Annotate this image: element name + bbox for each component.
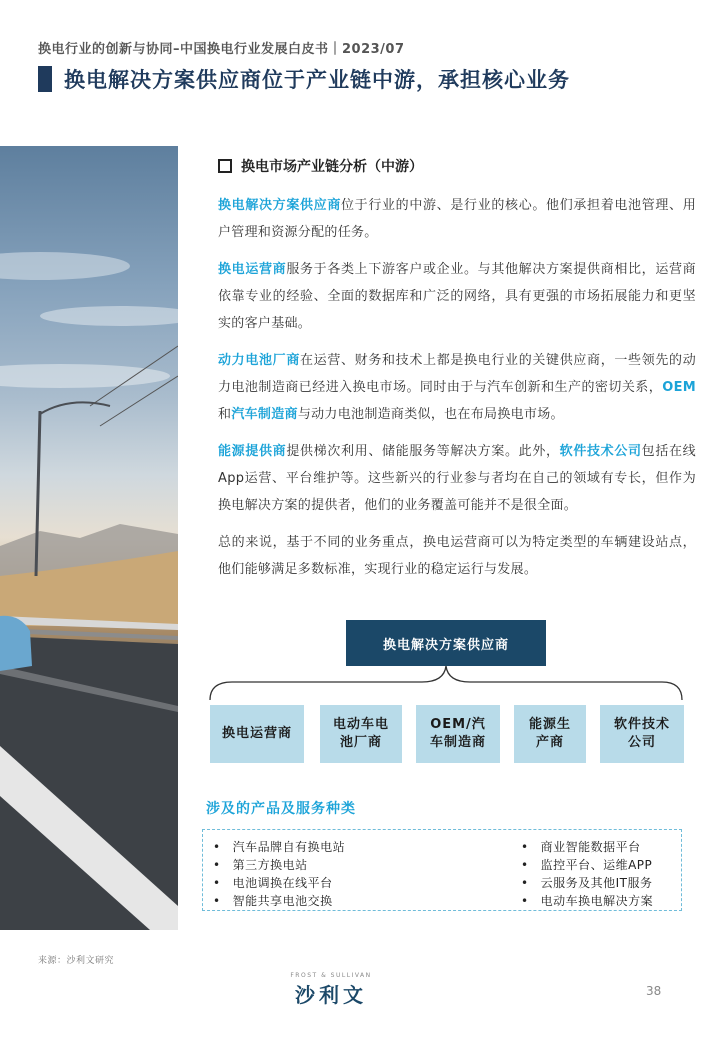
- paragraph-operator: [218, 256, 696, 337]
- paragraph-text: 服务于各类上下游客户或企业。与其他解决方案提供商相比，运营商依靠专业的经验、全面的数据库和广泛的网络，具有更强的市场拓展能力和更坚实的客户基础。: [218, 262, 696, 331]
- page-number: 38: [646, 984, 662, 998]
- highlight-term: 汽车制造商: [231, 407, 298, 422]
- paragraph-battery-maker: [218, 347, 696, 428]
- paragraph-text: 提供梯次利用、储能服务等解决方案。此外，: [286, 444, 560, 459]
- list-item: • 云服务及其他IT服务: [521, 874, 653, 892]
- title-accent-bar: [38, 66, 52, 92]
- highlight-term: 动力电池厂商: [218, 353, 301, 368]
- paragraph-text: 与动力电池制造商类似，也在布局换电市场。: [297, 407, 564, 422]
- products-list-right: [521, 838, 653, 910]
- products-title: 涉及的产品及服务种类: [206, 801, 356, 817]
- diagram-box-label: 软件技术公司: [613, 717, 670, 750]
- products-list-left: [213, 838, 345, 910]
- list-item: • 电池调换在线平台: [213, 874, 345, 892]
- list-item: • 智能共享电池交换: [213, 892, 345, 910]
- list-item: • 商业智能数据平台: [521, 838, 653, 856]
- main-content: [218, 156, 696, 593]
- diagram-box-operator: 换电运营商: [210, 705, 304, 763]
- diagram-box-energy: [514, 705, 586, 763]
- diagram-box-label: OEM/汽车制造商: [429, 717, 486, 750]
- highlight-term: 换电运营商: [218, 262, 287, 277]
- diagram-box-battery-maker: [320, 705, 402, 763]
- highlight-term: OEM: [662, 380, 696, 395]
- highlight-term: 换电解决方案供应商: [218, 198, 342, 213]
- paragraph-text: 包括在线App运营、平台维护等。这些新兴的行业参与者均在自己的领域有专长，但作为换电解决方案的提供者，他们的业务覆盖可能并不是很全面。: [218, 444, 696, 513]
- diagram-top-box: 换电解决方案供应商: [346, 620, 546, 666]
- highlight-term: 能源提供商: [218, 444, 287, 459]
- source-note: 来源：沙利文研究: [38, 956, 115, 966]
- diagram-brace: [206, 664, 684, 704]
- highlight-term: 软件技术公司: [559, 444, 642, 459]
- diagram-box-label: 电动车电池厂商: [332, 717, 389, 750]
- running-header: 换电行业的创新与协同–中国换电行业发展白皮书｜2023/07: [38, 42, 405, 57]
- products-box: [202, 829, 682, 911]
- paragraph-text: 在运营、财务和技术上都是换电行业的关键供应商，一些领先的动力电池制造商已经进入换电市场。同时由于与汽车创新和生产的密切关系，: [218, 353, 696, 395]
- logo-subtext: FROST & SULLIVAN: [290, 972, 372, 979]
- highway-photo: [0, 146, 178, 930]
- paragraph-text: 位于行业的中游、是行业的核心。他们承担着电池管理、用户管理和资源分配的任务。: [218, 198, 696, 240]
- list-item: • 监控平台、运维APP: [521, 856, 653, 874]
- list-item: • 第三方换电站: [213, 856, 345, 874]
- checkbox-square-icon: [218, 159, 232, 173]
- page-title: 换电解决方案供应商位于产业链中游，承担核心业务: [64, 68, 570, 92]
- paragraph-text: 和: [218, 407, 232, 422]
- paragraph-solution-provider: [218, 192, 696, 246]
- logo: 沙利文: [295, 983, 367, 1007]
- diagram-box-label: 能源生产商: [528, 717, 571, 750]
- section-heading: [218, 156, 696, 176]
- paragraph-energy-provider: [218, 438, 696, 519]
- list-item: • 汽车品牌自有换电站: [213, 838, 345, 856]
- section-heading-text: 换电市场产业链分析（中游）: [241, 159, 423, 175]
- paragraph-summary: 总的来说，基于不同的业务重点，换电运营商可以为特定类型的车辆建设站点，他们能够满足多数标准，实现行业的稳定运行与发展。: [218, 535, 696, 577]
- list-item: • 电动车换电解决方案: [521, 892, 653, 910]
- diagram-box-software: [600, 705, 684, 763]
- diagram-box-oem: [416, 705, 500, 763]
